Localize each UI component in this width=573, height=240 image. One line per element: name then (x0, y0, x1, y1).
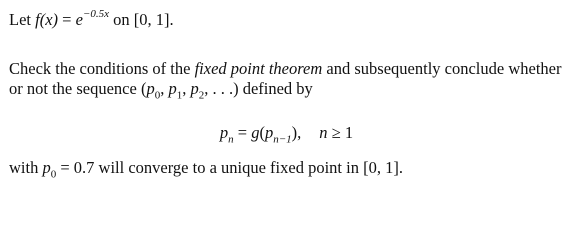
seq-comma-2: , (182, 79, 191, 98)
seq-p1: p (168, 79, 177, 98)
recurrence-equation (0, 123, 573, 146)
para-text-1: Check the conditions of the (9, 59, 195, 78)
lead-text: Let (9, 10, 36, 29)
exponential-base: e (75, 10, 83, 29)
eq-open-paren: ( (259, 123, 265, 142)
function-definition-line (9, 7, 174, 30)
para-text-2: and subsequently conclude whether or not the sequence ( (9, 59, 562, 98)
last-sub: 0 (50, 168, 57, 181)
seq-sub-1: 1 (176, 89, 183, 102)
function-symbol: f(x) (35, 10, 59, 29)
seq-sub-0: 0 (154, 89, 161, 102)
last-p: p (42, 158, 51, 177)
instruction-paragraph (9, 59, 564, 102)
seq-p0: p (146, 79, 155, 98)
equals-sign: = (58, 10, 76, 29)
seq-p2: p (190, 79, 199, 98)
para-text-3: ) defined by (233, 79, 313, 98)
initial-condition-line (9, 158, 403, 181)
eq-g: g (251, 123, 260, 142)
eq-lhs-sub: n (228, 133, 234, 146)
seq-sub-2: 2 (198, 89, 205, 102)
last-lead: with (9, 158, 43, 177)
exponent: −0.5x (82, 7, 109, 20)
theorem-name: fixed point theorem (194, 59, 323, 78)
eq-cond: ≥ 1 (327, 123, 354, 142)
eq-equals: = (233, 123, 252, 142)
domain-text: on [0, 1]. (108, 10, 174, 29)
eq-arg-sub: n−1 (273, 133, 292, 146)
last-tail: = 0.7 will converge to a unique fixed point in [0, 1]. (56, 158, 403, 177)
eq-arg: p (264, 123, 274, 142)
seq-ellipsis: , . . . (204, 79, 234, 98)
seq-comma-1: , (160, 79, 169, 98)
eq-cond-var: n (319, 123, 328, 142)
eq-close-paren: ), (291, 123, 302, 142)
eq-lhs: p (219, 123, 229, 142)
